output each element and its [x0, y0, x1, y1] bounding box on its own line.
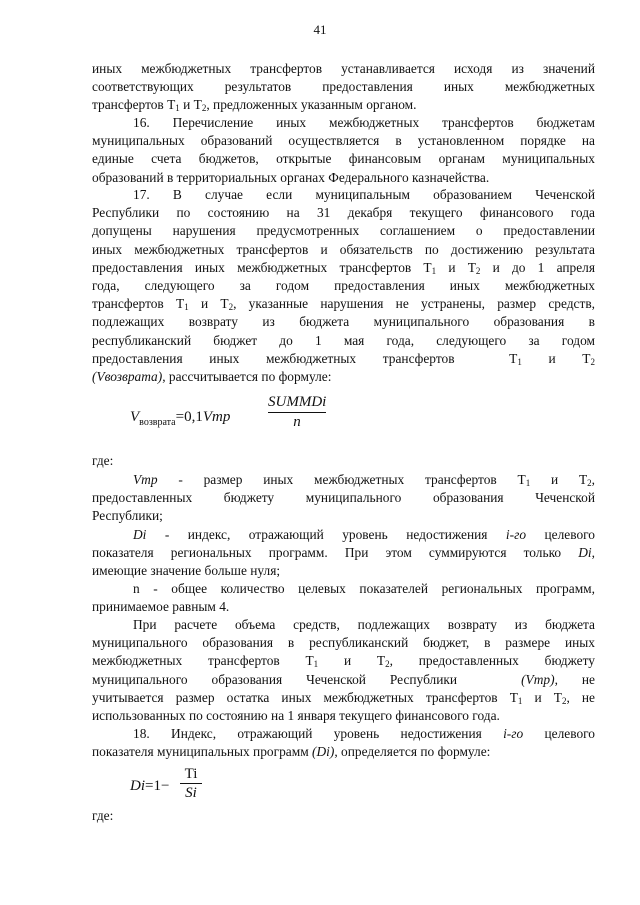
text-line: Республики; — [92, 508, 163, 524]
text-line: принимаемое равным 4. — [92, 599, 230, 615]
text-line: 18. Индекс, отражающий уровень недостижения i-го целевого — [133, 726, 595, 741]
formula-denominator: Si — [185, 785, 197, 801]
formula-lhs: Di=1− — [130, 778, 170, 794]
paragraph-17 — [92, 186, 595, 386]
formula-numerator: Ti — [180, 766, 202, 784]
text-line: n - общее количество целевых показателей региональных программ, — [133, 581, 595, 597]
text-line: 17. В случае если муниципальным образованием Чеченской — [133, 187, 595, 202]
text-line: трансфертов $Т_1$ и $Т_2$, предложенных указанным органом. — [92, 97, 417, 114]
definitions — [92, 471, 595, 617]
text-line: предоставленных бюджету муниципального образования Чеченской — [92, 490, 595, 506]
text-line: муниципальных образований осуществляется в установленном порядке на — [92, 133, 595, 149]
text-line: иных межбюджетных трансфертов устанавливается исходя из значений — [92, 61, 595, 76]
formula-fraction — [268, 394, 326, 431]
text-line: имеющие значение больше нуля; — [92, 563, 281, 579]
paragraph-calculation — [92, 616, 595, 725]
formula-lhs: $V_{возврата}=0,1Vтр$ — [130, 409, 231, 428]
paragraph-18 — [92, 725, 595, 761]
text-line: соответствующих результатов предоставления иных межбюджетных — [92, 79, 595, 95]
text-line: единые счета бюджетов, открытые финансовым органам муниципальных — [92, 151, 595, 167]
paragraph-intro — [92, 60, 595, 115]
text-line: допущены нарушения предусмотренных соглашением о предоставлении — [92, 223, 595, 239]
text-line: учитывается размер остатка иных межбюджетных трансфертов $Т_1$ и $Т_2$, не — [92, 689, 595, 706]
text-line: года, следующего за годом предоставления иных межбюджетных — [92, 278, 595, 294]
text-line: муниципального образования в республиканский бюджет, в размере иных — [92, 635, 595, 651]
text-line: предоставления иных межбюджетных трансфертов $Т_1$ и $Т_2$ — [92, 350, 595, 367]
text-line: использованных по состоянию на 1 января текущего финансового года. — [92, 708, 500, 724]
text-line: предоставления иных межбюджетных трансфертов $Т_1$ и $Т_2$ и до 1 апреля — [92, 259, 595, 276]
text-line: Республики по состоянию на 31 декабря текущего финансового года — [92, 205, 595, 221]
text-line: 16. Перечисление иных межбюджетных трансфертов бюджетам — [133, 115, 595, 130]
text-line: подлежащих возврату из бюджета муниципального образования в — [92, 314, 595, 330]
text-line: образований в территориальных органах Федерального казначейства. — [92, 169, 490, 185]
text-line: межбюджетных трансфертов $Т_1$ и $Т_2$, предоставленных бюджету — [92, 653, 595, 670]
where-label-2: где: — [92, 808, 114, 823]
paragraph-16 — [92, 114, 595, 187]
where-label: где: — [92, 453, 114, 468]
formula-numerator: SUMMDi — [268, 394, 326, 413]
text-line: трансфертов $Т_1$ и $Т_2$, указанные нарушения не устранены, размер средств, — [92, 296, 595, 313]
text-line: республиканский бюджет до 1 мая года, следующего за годом — [92, 332, 595, 348]
text-line: Di - индекс, отражающий уровень недостижения i-го целевого — [133, 526, 595, 542]
text-line: муниципального образования Чеченской Республики (Vтр), не — [92, 671, 595, 687]
text-line: показателя муниципальных программ (Di), определяется по формуле: — [92, 744, 491, 760]
text-line: При расчете объема средств, подлежащих возврату из бюджета — [133, 617, 595, 632]
formula-denominator: n — [293, 414, 301, 430]
text-line: Vтр - размер иных межбюджетных трансфертов $Т_1$ и $Т_2$, — [133, 472, 595, 488]
page-number: 41 — [313, 22, 327, 37]
text-line: показателя региональных программ. При этом суммируются только Di, — [92, 544, 595, 560]
formula-fraction — [180, 766, 202, 802]
text-line: иных межбюджетных трансфертов и обязательств по достижению результата — [92, 241, 595, 257]
text-line: (Vвозврата), рассчитывается по формуле: — [92, 369, 332, 385]
